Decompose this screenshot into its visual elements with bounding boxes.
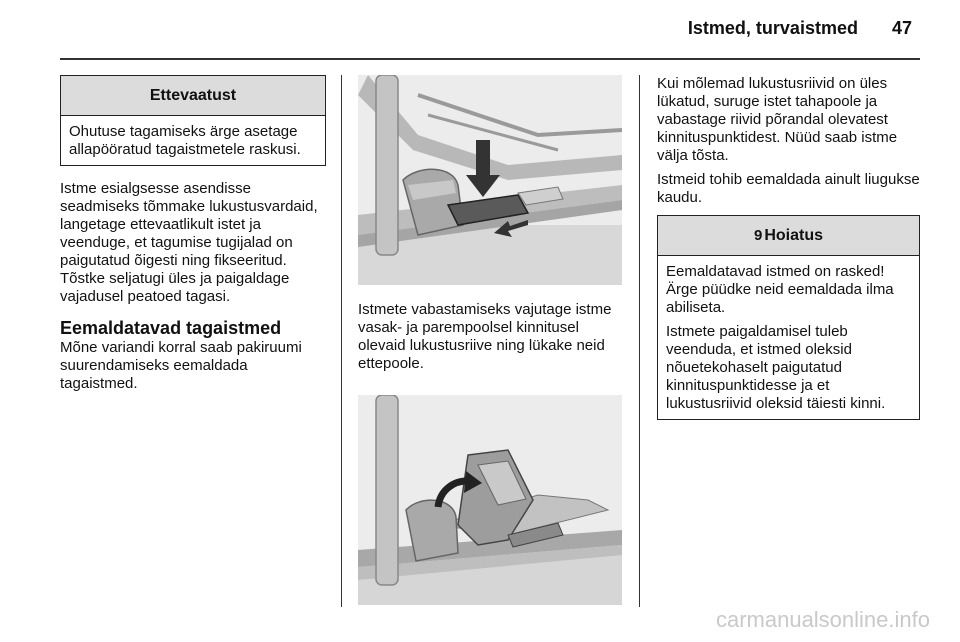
- warning-text-2: Istmete paigaldamisel tuleb veenduda, et istmed oleksid nõuetekohaselt paigutatud kinnituspunktidesse ja et lukustusriivid oleksid täiesti kinni.: [666, 323, 886, 412]
- warning-title: Hoiatus: [764, 227, 823, 244]
- caution-body: [61, 116, 325, 165]
- header-rule: [60, 58, 920, 60]
- page-number: 47: [891, 18, 912, 38]
- warning-text-1: Eemaldatavad istmed on rasked! Ärge püüdke neid eemaldada ilma abiliseta.: [666, 263, 894, 316]
- caution-box: [60, 75, 326, 166]
- release-latch-paragraph: Istmete vabastamiseks vajutage istme vasak- ja parempoolsel kinnitusel olevaid lukustusriive ning lükake neid ettepoole.: [358, 301, 612, 372]
- warning-box: [657, 215, 920, 420]
- warning-header: [658, 216, 919, 256]
- figure-lift-latch: [358, 395, 622, 605]
- removable-seats-paragraph: Mõne variandi korral saab pakiruumi suurendamiseks eemaldada tagaistmed.: [60, 339, 302, 392]
- sliding-door-paragraph: Istmeid tohib eemaldada ainult liugukse kaudu.: [657, 171, 920, 206]
- watermark: carmanualsonline.info: [715, 607, 930, 632]
- caution-text: Ohutuse tagamiseks ärge asetage allapööratud tagaistmetele raskusi.: [69, 123, 301, 158]
- figure-push-latch: [358, 75, 622, 285]
- column-middle: [358, 75, 622, 605]
- seat-return-paragraph: Istme esialgsesse asendisse seadmiseks tõmmake lukustusvardaid, langetage ettevaatlikult istet ja veenduge, et tagumise tugijalad on paigutatud õigesti ning fikseeritud. Tõstke seljatugi üles ja paigaldage vajadusel peatoed tagasi.: [60, 180, 318, 305]
- figure-lift-latch-illustration: [358, 395, 622, 605]
- chapter-title: Istmed, turvaistmed: [687, 18, 858, 38]
- column-divider-1: [341, 75, 342, 607]
- column-right: [657, 75, 920, 420]
- running-header: [688, 18, 912, 39]
- warning-body: [658, 256, 919, 419]
- figure-push-latch-illustration: [358, 75, 622, 285]
- caution-title: Ettevaatust: [61, 76, 325, 116]
- column-divider-2: [639, 75, 640, 607]
- column-left: [60, 75, 326, 393]
- warning-triangle-icon: 9: [753, 227, 763, 244]
- push-seat-paragraph: Kui mõlemad lukustusriivid on üles lükatud, suruge istet tahapoole ja vabastage riivid põrandal olevatest kinnituspunktidest. Nüüd saab istme välja tõsta.: [657, 75, 898, 164]
- section-heading: Eemaldatavad tagaistmed: [60, 318, 282, 338]
